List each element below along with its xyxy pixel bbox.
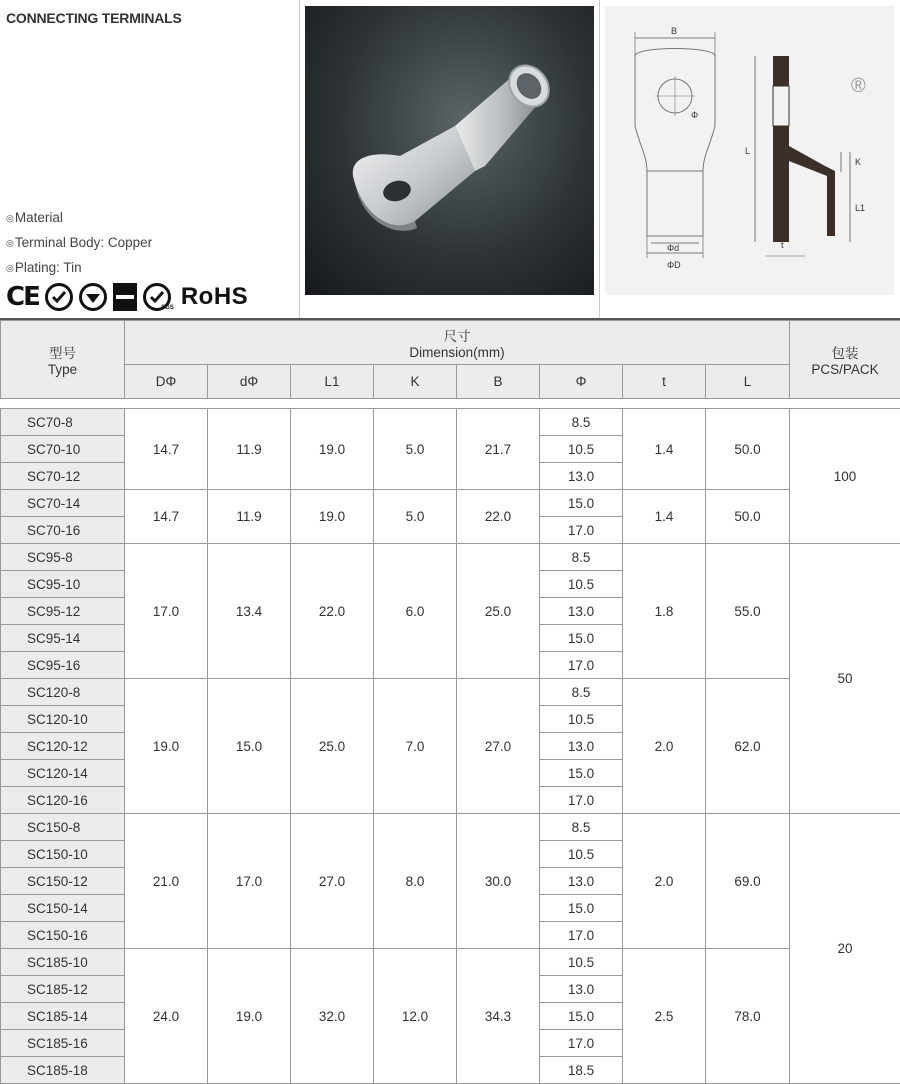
b-cell: 21.7 (457, 409, 540, 490)
type-cell: SC95-16 (1, 652, 125, 679)
ce-mark-icon: CE (6, 282, 39, 312)
sgs-certification-icon: SGS (143, 283, 171, 311)
hole-diameter-cell: 17.0 (540, 1030, 623, 1057)
hole-diameter-cell: 15.0 (540, 760, 623, 787)
pack-cell: 20 (790, 814, 900, 1084)
t-cell: 2.5 (623, 949, 706, 1084)
type-cell: SC95-8 (1, 544, 125, 571)
cqc-certification-icon (113, 283, 137, 311)
column-header: dΦ (208, 365, 291, 399)
type-cell: SC70-10 (1, 436, 125, 463)
outer-diameter-cell: 14.7 (125, 490, 208, 544)
outer-diameter-cell: 17.0 (125, 544, 208, 679)
terminal-lug-photo-icon (305, 6, 594, 295)
hole-diameter-cell: 13.0 (540, 733, 623, 760)
length-cell: 78.0 (706, 949, 790, 1084)
hole-diameter-cell: 15.0 (540, 625, 623, 652)
type-cell: SC150-8 (1, 814, 125, 841)
hole-diameter-cell: 15.0 (540, 1003, 623, 1030)
tuv-certification-icon (79, 283, 107, 311)
hole-diameter-cell: 8.5 (540, 679, 623, 706)
k-cell: 5.0 (374, 409, 457, 490)
column-header: Φ (540, 365, 623, 399)
type-cell: SC150-12 (1, 868, 125, 895)
pack-cell: 50 (790, 544, 900, 814)
length-cell: 50.0 (706, 490, 790, 544)
dimension-drawing (605, 6, 894, 295)
hole-diameter-cell: 10.5 (540, 571, 623, 598)
hole-diameter-cell: 15.0 (540, 490, 623, 517)
b-cell: 25.0 (457, 544, 540, 679)
type-cell: SC120-12 (1, 733, 125, 760)
length-cell: 55.0 (706, 544, 790, 679)
t-cell: 2.0 (623, 679, 706, 814)
table-row (1, 409, 900, 436)
spec-plating: ◎Plating: Tin (6, 260, 82, 275)
b-cell: 27.0 (457, 679, 540, 814)
t-cell: 1.8 (623, 544, 706, 679)
product-header (0, 0, 900, 318)
hole-diameter-cell: 10.5 (540, 949, 623, 976)
bullet-icon: ◎ (6, 238, 14, 248)
pack-column-header: 包装 PCS/PACK (790, 321, 900, 399)
column-header: L1 (291, 365, 374, 399)
length-cell: 62.0 (706, 679, 790, 814)
svg-text:®: ® (851, 75, 866, 97)
l1-cell: 32.0 (291, 949, 374, 1084)
inner-diameter-cell: 17.0 (208, 814, 291, 949)
rohs-mark: RoHS (180, 283, 249, 310)
table-header (0, 320, 900, 399)
table-body (0, 408, 900, 1084)
type-cell: SC120-8 (1, 679, 125, 706)
inner-diameter-cell: 11.9 (208, 490, 291, 544)
type-cell: SC70-8 (1, 409, 125, 436)
type-cell: SC70-12 (1, 463, 125, 490)
hole-diameter-cell: 8.5 (540, 814, 623, 841)
type-cell: SC185-18 (1, 1057, 125, 1084)
type-cell: SC120-16 (1, 787, 125, 814)
product-photo (305, 6, 594, 295)
length-cell: 50.0 (706, 409, 790, 490)
panel-divider (599, 0, 600, 318)
type-column-header: 型号 Type (1, 321, 125, 399)
column-header: t (623, 365, 706, 399)
b-cell: 34.3 (457, 949, 540, 1084)
k-cell: 12.0 (374, 949, 457, 1084)
spec-table (0, 318, 900, 1084)
hole-diameter-cell: 10.5 (540, 841, 623, 868)
type-cell: SC120-14 (1, 760, 125, 787)
type-cell: SC70-16 (1, 517, 125, 544)
outer-diameter-cell: 14.7 (125, 409, 208, 490)
hole-diameter-cell: 13.0 (540, 868, 623, 895)
outer-diameter-cell: 24.0 (125, 949, 208, 1084)
inner-diameter-cell: 11.9 (208, 409, 291, 490)
type-cell: SC185-16 (1, 1030, 125, 1057)
length-cell: 69.0 (706, 814, 790, 949)
outer-diameter-cell: 19.0 (125, 679, 208, 814)
hole-diameter-cell: 17.0 (540, 922, 623, 949)
k-cell: 6.0 (374, 544, 457, 679)
l1-cell: 22.0 (291, 544, 374, 679)
type-cell: SC185-10 (1, 949, 125, 976)
column-header: K (374, 365, 457, 399)
t-cell: 1.4 (623, 490, 706, 544)
certification-logos (6, 280, 248, 314)
type-cell: SC185-14 (1, 1003, 125, 1030)
type-cell: SC150-10 (1, 841, 125, 868)
type-cell: SC150-14 (1, 895, 125, 922)
column-header: B (457, 365, 540, 399)
spec-material: ◎Material (6, 210, 63, 225)
inner-diameter-cell: 15.0 (208, 679, 291, 814)
l1-cell: 27.0 (291, 814, 374, 949)
l1-cell: 19.0 (291, 490, 374, 544)
inner-diameter-cell: 19.0 (208, 949, 291, 1084)
l1-cell: 25.0 (291, 679, 374, 814)
svg-text:t: t (781, 240, 784, 250)
terminal-dimension-drawing-icon (605, 6, 894, 295)
svg-text:Φ: Φ (691, 110, 699, 120)
hole-diameter-cell: 18.5 (540, 1057, 623, 1084)
hole-diameter-cell: 17.0 (540, 517, 623, 544)
hole-diameter-cell: 10.5 (540, 706, 623, 733)
svg-text:B: B (671, 26, 678, 36)
type-cell: SC185-12 (1, 976, 125, 1003)
type-cell: SC150-16 (1, 922, 125, 949)
t-cell: 2.0 (623, 814, 706, 949)
dimension-header: 尺寸 Dimension(mm) (125, 321, 790, 365)
t-cell: 1.4 (623, 409, 706, 490)
hole-diameter-cell: 8.5 (540, 409, 623, 436)
column-header: L (706, 365, 790, 399)
iso-certification-icon (45, 283, 73, 311)
spec-terminal-body: ◎Terminal Body: Copper (6, 235, 153, 250)
hole-diameter-cell: 13.0 (540, 598, 623, 625)
svg-text:L: L (745, 146, 751, 156)
type-cell: SC95-10 (1, 571, 125, 598)
hole-diameter-cell: 8.5 (540, 544, 623, 571)
b-cell: 30.0 (457, 814, 540, 949)
info-panel (0, 0, 300, 318)
type-cell: SC70-14 (1, 490, 125, 517)
svg-text:Φd: Φd (667, 243, 680, 253)
table-row (1, 814, 900, 841)
svg-text:K: K (855, 157, 862, 167)
outer-diameter-cell: 21.0 (125, 814, 208, 949)
bullet-icon: ◎ (6, 213, 14, 223)
inner-diameter-cell: 13.4 (208, 544, 291, 679)
k-cell: 5.0 (374, 490, 457, 544)
k-cell: 7.0 (374, 679, 457, 814)
svg-text:L1: L1 (855, 203, 866, 213)
type-cell: SC95-12 (1, 598, 125, 625)
bullet-icon: ◎ (6, 263, 14, 273)
type-cell: SC95-14 (1, 625, 125, 652)
table-row (1, 490, 900, 517)
svg-text:ΦD: ΦD (667, 260, 681, 270)
l1-cell: 19.0 (291, 409, 374, 490)
hole-diameter-cell: 13.0 (540, 463, 623, 490)
hole-diameter-cell: 17.0 (540, 787, 623, 814)
hole-diameter-cell: 15.0 (540, 895, 623, 922)
k-cell: 8.0 (374, 814, 457, 949)
hole-diameter-cell: 10.5 (540, 436, 623, 463)
hole-diameter-cell: 13.0 (540, 976, 623, 1003)
table-row (1, 544, 900, 571)
column-header: DΦ (125, 365, 208, 399)
table-row (1, 679, 900, 706)
hole-diameter-cell: 17.0 (540, 652, 623, 679)
page-title: CONNECTING TERMINALS (6, 10, 182, 26)
pack-cell: 100 (790, 409, 900, 544)
b-cell: 22.0 (457, 490, 540, 544)
type-cell: SC120-10 (1, 706, 125, 733)
table-row (1, 949, 900, 976)
